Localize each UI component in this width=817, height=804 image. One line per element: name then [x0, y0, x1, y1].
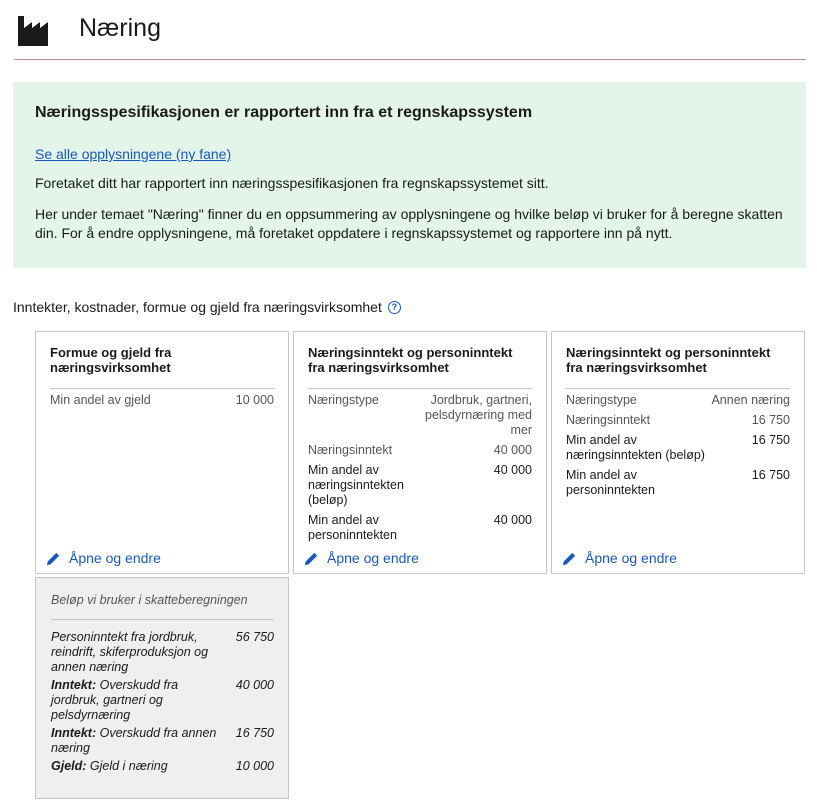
section-title	[13, 299, 401, 315]
summary-title: Beløp vi bruker i skatteberegningen	[51, 593, 274, 620]
info-paragraph-1: Foretaket ditt har rapportert inn næringsspesifikasjonen fra regnskapssystemet sitt.	[35, 175, 549, 191]
row-label: Min andel av næringsinntekten (beløp)	[566, 433, 705, 462]
card-table	[566, 391, 790, 501]
table-row	[50, 391, 274, 411]
card-title: Næringsinntekt og personinntekt fra næringsvirksomhet	[308, 345, 532, 389]
open-edit-button[interactable]	[562, 550, 677, 566]
table-row	[308, 391, 532, 441]
row-label: Næringstype	[308, 393, 379, 407]
row-label: Personinntekt fra jordbruk, reindrift, skiferproduksjon og annen næring	[51, 630, 209, 674]
row-value: 16 750	[751, 433, 790, 447]
row-label: Inntekt: Overskudd fra annen næring	[51, 726, 217, 755]
row-label: Gjeld: Gjeld i næring	[51, 759, 168, 773]
row-value: 16 750	[751, 413, 790, 427]
table-row	[566, 431, 790, 466]
row-label: Næringstype	[566, 393, 637, 407]
row-value: 10 000	[235, 759, 274, 773]
row-value: 40 000	[493, 513, 532, 527]
open-edit-label: Åpne og endre	[585, 550, 677, 566]
page-header	[14, 0, 806, 60]
card-title: Formue og gjeld fra næringsvirksomhet	[50, 345, 274, 389]
card-formue-gjeld	[35, 331, 289, 574]
table-row	[308, 441, 532, 461]
card-title: Næringsinntekt og personinntekt fra næringsvirksomhet	[566, 345, 790, 389]
card-table	[308, 391, 532, 546]
row-value: 10 000	[235, 393, 274, 407]
table-row	[308, 461, 532, 511]
open-edit-label: Åpne og endre	[327, 550, 419, 566]
page-title: Næring	[79, 14, 161, 42]
card-table	[50, 391, 274, 411]
card-naeringsinntekt-annen	[551, 331, 805, 574]
row-label: Min andel av personinntekten	[308, 513, 397, 542]
table-row	[308, 511, 532, 546]
table-row	[51, 726, 274, 759]
row-label: Min andel av næringsinntekten (beløp)	[308, 463, 404, 507]
open-edit-button[interactable]	[46, 550, 161, 566]
table-row	[566, 466, 790, 501]
row-label: Næringsinntekt	[566, 413, 651, 427]
row-label: Inntekt: Overskudd fra jordbruk, gartneri og pelsdyrnæring	[51, 678, 179, 722]
table-row	[51, 759, 274, 777]
summary-table	[51, 630, 274, 777]
row-label: Min andel av gjeld	[50, 393, 151, 407]
tax-calculation-summary	[35, 577, 289, 799]
row-value: 56 750	[235, 630, 274, 644]
open-edit-button[interactable]	[304, 550, 419, 566]
table-row	[566, 391, 790, 411]
row-value: Jordbruk, gartneri, pelsdyrnæring med mer	[425, 393, 532, 437]
pencil-icon	[562, 551, 577, 566]
table-row	[51, 630, 274, 678]
info-heading: Næringsspesifikasjonen er rapportert inn fra et regnskapssystem	[35, 104, 533, 121]
row-value: 40 000	[493, 443, 532, 457]
open-edit-label: Åpne og endre	[69, 550, 161, 566]
pencil-icon	[46, 551, 61, 566]
info-panel	[13, 82, 806, 268]
row-label: Næringsinntekt	[308, 443, 393, 457]
row-value: 40 000	[493, 463, 532, 477]
card-naeringsinntekt-jordbruk	[293, 331, 547, 574]
factory-icon	[18, 14, 52, 46]
row-label: Min andel av personinntekten	[566, 468, 655, 497]
pencil-icon	[304, 551, 319, 566]
row-value: 16 750	[751, 468, 790, 482]
row-value: 40 000	[235, 678, 274, 692]
table-row	[566, 411, 790, 431]
table-row	[51, 678, 274, 726]
see-all-link[interactable]: Se alle opplysningene (ny fane)	[35, 146, 232, 162]
row-value: 16 750	[235, 726, 274, 740]
section-title-text: Inntekter, kostnader, formue og gjeld fra næringsvirksomhet	[13, 299, 382, 315]
row-value: Annen næring	[711, 393, 790, 407]
info-paragraph-2: Her under temaet "Næring" finner du en oppsummering av opplysningene og hvilke beløp vi bruker for å beregne skatten din. For å endre opplysningene, må foretaket oppdatere i regnskapssystemet og rapportere inn på nytt.	[35, 206, 783, 241]
help-icon[interactable]: ?	[388, 301, 401, 314]
